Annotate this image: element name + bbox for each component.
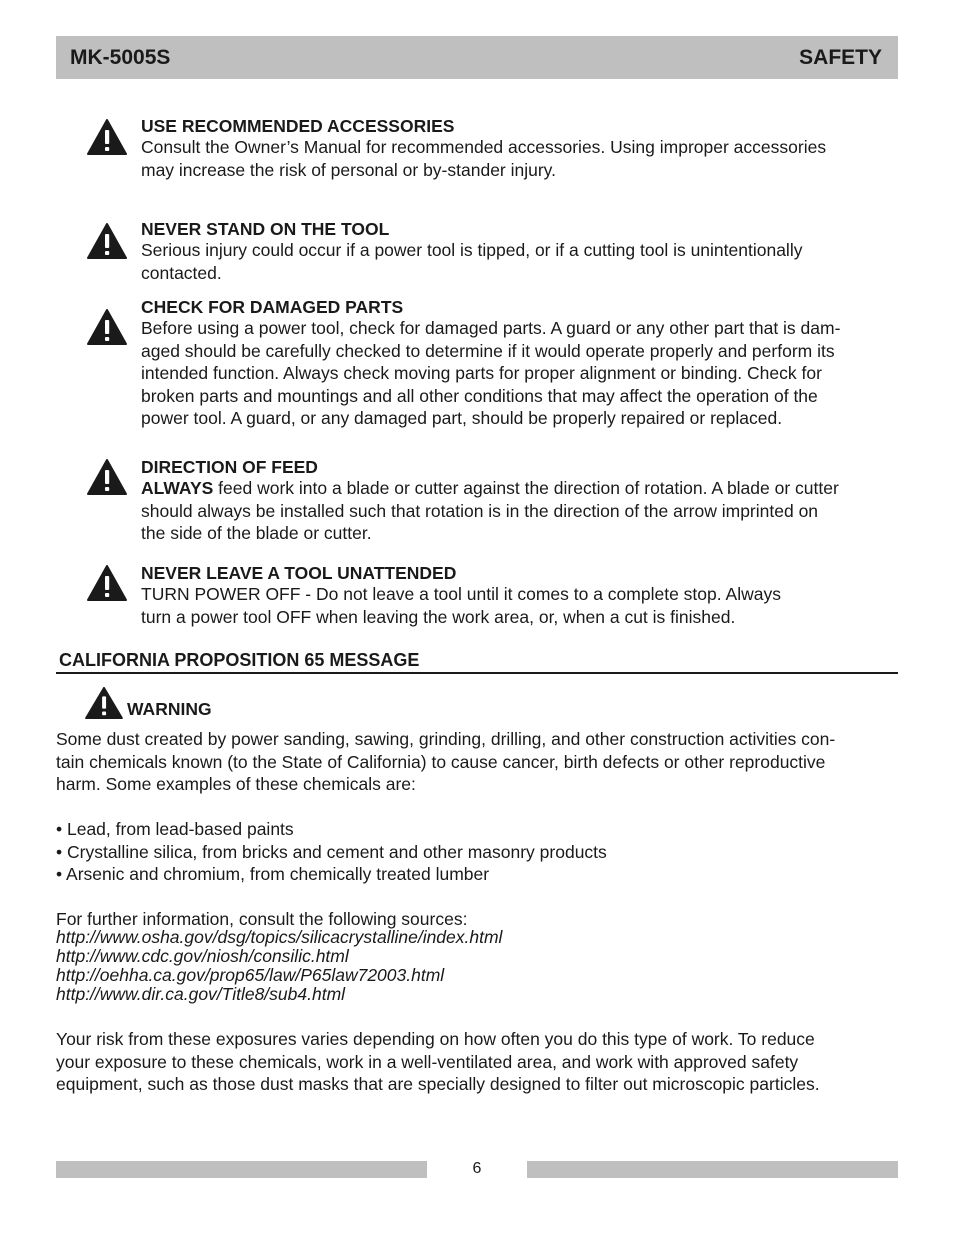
source-link[interactable]: http://www.osha.gov/dsg/topics/silicacrystalline/index.html (56, 927, 503, 947)
text-line: TURN POWER OFF - Do not leave a tool until it comes to a complete stop. Always (141, 584, 781, 604)
text-line: aged should be carefully checked to determine if it would operate properly and perform its (141, 340, 835, 361)
warning-icon (84, 686, 124, 720)
text-line: Consult the Owner’s Manual for recommended accessories. Using improper accessories (141, 137, 827, 157)
text-line: Before using a power tool, check for damaged parts. A guard or any other part that is dam- (141, 318, 841, 338)
text-line: turn a power tool OFF when leaving the work area, or, when a cut is finished. (141, 606, 736, 627)
page-header (56, 36, 898, 79)
section-title: SAFETY (799, 45, 882, 69)
section-text (141, 583, 898, 628)
source-links (56, 928, 502, 1004)
text-line: power tool. A guard, or any damaged part, should be properly repaired or replaced. (141, 408, 783, 429)
safety-section-unattended (86, 562, 898, 628)
list-item: • Arsenic and chromium, from chemically treated lumber (56, 864, 490, 885)
safety-section-direction-of-feed (86, 456, 898, 545)
text-line: Some dust created by power sanding, sawing, grinding, drilling, and other construction activities con- (56, 729, 836, 749)
text-line: equipment, such as those dust masks that are specially designed to filter out microscopic particles. (56, 1074, 820, 1094)
list-item: • Crystalline silica, from bricks and cement and other masonry products (56, 841, 607, 862)
source-link[interactable]: http://www.cdc.gov/niosh/consilic.html (56, 946, 349, 966)
warning-icon (86, 564, 128, 602)
chemical-list (56, 818, 898, 886)
text-span: feed work into a blade or cutter against the direction of rotation. A blade or cutter (213, 478, 839, 498)
section-text (141, 317, 898, 430)
section-title: NEVER STAND ON THE TOOL (141, 219, 390, 239)
text-line: should always be installed such that rotation is in the direction of the arrow imprinted on (141, 500, 819, 521)
prop65-warning (84, 686, 212, 720)
section-text (141, 477, 898, 545)
prop65-heading: CALIFORNIA PROPOSITION 65 MESSAGE (56, 648, 898, 674)
section-title: DIRECTION OF FEED (141, 457, 318, 477)
text-line: the side of the blade or cutter. (141, 523, 372, 544)
warning-label: WARNING (127, 699, 212, 719)
text-line: intended function. Always check moving parts for proper alignment or binding. Check for (141, 363, 822, 384)
warning-icon (86, 222, 128, 260)
warning-icon (86, 308, 128, 346)
safety-section-accessories (86, 115, 898, 181)
prop65-intro (56, 728, 898, 796)
footer-bar-left (56, 1161, 427, 1178)
text-line: harm. Some examples of these chemicals are: (56, 774, 416, 794)
warning-icon (86, 458, 128, 496)
text-line: your exposure to these chemicals, work in a well-ventilated area, and work with approved safety (56, 1051, 799, 1072)
text-line: contacted. (141, 262, 222, 283)
source-link[interactable]: http://www.dir.ca.gov/Title8/sub4.html (56, 984, 346, 1004)
prop65-closing (56, 1028, 898, 1096)
footer-bar-right (527, 1161, 898, 1178)
text-line: Your risk from these exposures varies depending on how often you do this type of work. To reduce (56, 1029, 815, 1049)
text-line: may increase the risk of personal or by-stander injury. (141, 159, 556, 180)
section-title: NEVER LEAVE A TOOL UNATTENDED (141, 563, 457, 583)
section-title: USE RECOMMENDED ACCESSORIES (141, 116, 455, 136)
source-link[interactable]: http://oehha.ca.gov/prop65/law/P65law72003.html (56, 965, 445, 985)
section-text (141, 136, 898, 181)
text-line: Serious injury could occur if a power tool is tipped, or if a cutting tool is unintentionally (141, 240, 803, 260)
model-number: MK-5005S (70, 45, 171, 69)
warning-icon (86, 118, 128, 156)
sources-intro: For further information, consult the following sources: (56, 909, 468, 929)
text-line: broken parts and mountings and all other conditions that may affect the operation of the (141, 385, 818, 406)
page-number: 6 (472, 1160, 482, 1177)
safety-section-damaged-parts (86, 296, 898, 430)
section-text (141, 239, 898, 284)
list-item: • Lead, from lead-based paints (56, 819, 294, 839)
section-title: CHECK FOR DAMAGED PARTS (141, 297, 404, 317)
emphasis-always: ALWAYS (141, 478, 214, 498)
text-line: tain chemicals known (to the State of California) to cause cancer, birth defects or other reproductive (56, 751, 826, 772)
text-line (141, 477, 898, 500)
safety-section-never-stand (86, 218, 898, 284)
